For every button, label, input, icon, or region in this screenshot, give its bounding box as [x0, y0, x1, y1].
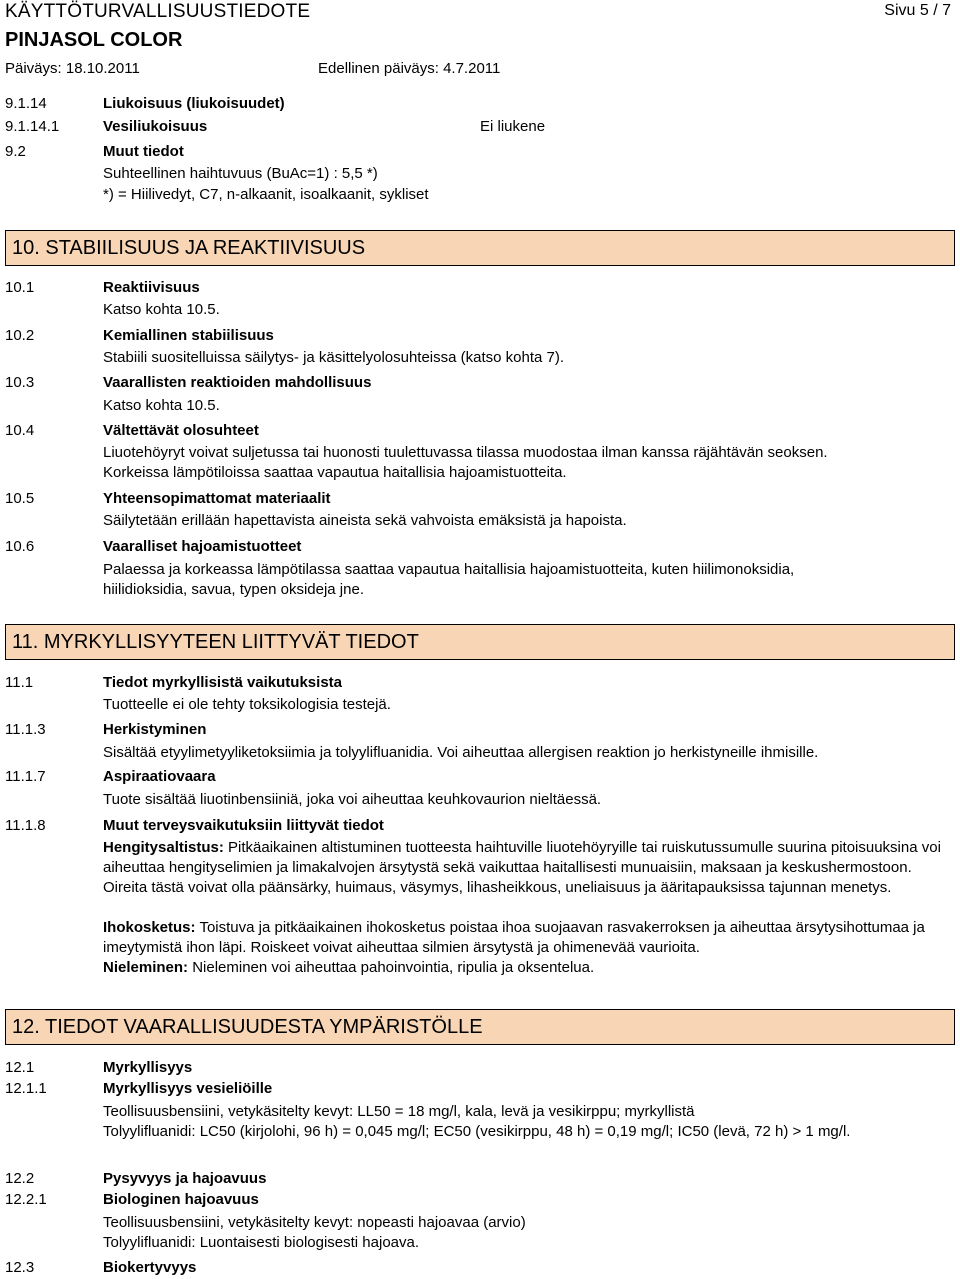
row-number: 10.6: [5, 538, 35, 555]
row-text: Palaessa ja korkeassa lämpötilassa saattaa vapautua haitallisia hajoamistuotteita, kuten hiilimonoksidia,: [103, 561, 795, 578]
row-number: 10.5: [5, 490, 35, 507]
row-label: Yhteensopimattomat materiaalit: [103, 490, 331, 507]
row-number: 10.3: [5, 374, 35, 391]
row-text: hiilidioksidia, savua, typen oksideja jne.: [103, 581, 364, 598]
section-title: 10. STABIILISUUS JA REAKTIIVISUUS: [12, 237, 366, 259]
ingestion-label: Nieleminen:: [103, 959, 189, 976]
inhalation-paragraph: [103, 838, 953, 898]
row-number: 10.2: [5, 327, 35, 344]
row-label: Pysyvyys ja hajoavuus: [103, 1170, 267, 1187]
row-label: Myrkyllisyys: [103, 1059, 193, 1076]
row-text: Katso kohta 10.5.: [103, 397, 220, 414]
row-number: 12.2.1: [5, 1191, 47, 1208]
issue-date: Päiväys: 18.10.2011: [5, 60, 140, 77]
inhalation-label: Hengitysaltistus:: [103, 839, 224, 856]
row-text: Suhteellinen haihtuvuus (BuAc=1) : 5,5 *): [103, 165, 378, 182]
inhalation-text: Pitkäaikainen altistuminen tuotteesta haihtuville liuotehöyryille tai ruiskutussumulle suurina pitoisuuksina voi aiheuttaa hengityselimien ja limakalvojen ärsytystä sekä vaikuttaa haitallisesti munuaisiin, maksaan ja keskushermostoon. Oireita tästä voivat olla päänsärky, huimaus, väsymys, lihasheikkous, uneliaisuus ja ääritapauksissa tajunnan menetys.: [103, 839, 941, 896]
row-text: Tolyylifluanidi: Luontaisesti biologisesti hajoava.: [103, 1234, 420, 1251]
row-text: Tolyylifluanidi: LC50 (kirjolohi, 96 h) = 0,045 mg/l; EC50 (vesikirppu, 48 h) = 0,19 mg/l; IC50 (levä, 72 h) > 1 mg/l.: [103, 1123, 851, 1140]
section-header-10: [5, 230, 955, 266]
row-label: Biokertyvyys: [103, 1259, 197, 1276]
water-solubility-value: Ei liukene: [480, 118, 546, 135]
document-title: KÄYTTÖTURVALLISUUSTIEDOTE: [5, 1, 311, 22]
section-title: 12. TIEDOT VAARALLISUUDESTA YMPÄRISTÖLLE: [12, 1016, 483, 1038]
ingestion-paragraph: [103, 958, 953, 978]
row-number: 12.1.1: [5, 1080, 47, 1097]
skin-contact-label: Ihokosketus:: [103, 919, 196, 936]
row-label: Reaktiivisuus: [103, 279, 200, 296]
row-text: Katso kohta 10.5.: [103, 301, 220, 318]
section-title: 11. MYRKYLLISYYTEEN LIITTYVÄT TIEDOT: [12, 631, 419, 653]
row-text: Korkeissa lämpötiloissa saattaa vapautua haitallisia hajoamistuotteita.: [103, 464, 567, 481]
row-label: Aspiraatiovaara: [103, 768, 216, 785]
row-text: Säilytetään erillään hapettavista aineista sekä vahvoista emäksistä ja hapoista.: [103, 512, 627, 529]
row-number: 9.1.14.1: [5, 118, 60, 135]
row-text: Sisältää etyylimetyyliketoksiimia ja tolyylifluanidia. Voi aiheuttaa allergisen reaktion jo herkistyneille ihmisille.: [103, 744, 819, 761]
skin-contact-paragraph: [103, 918, 953, 958]
row-label: Tiedot myrkyllisistä vaikutuksista: [103, 674, 342, 691]
row-number: 11.1.7: [5, 768, 46, 785]
row-label: Vaarallisten reaktioiden mahdollisuus: [103, 374, 372, 391]
row-text: Liuotehöyryt voivat suljetussa tai huonosti tuulettuvassa tilassa muodostaa ilman kanssa räjähtävän seoksen.: [103, 444, 828, 461]
row-number: 12.1: [5, 1059, 35, 1076]
row-label: Vesiliukoisuus: [103, 118, 208, 135]
section-header-12: [5, 1009, 955, 1045]
row-label: Liukoisuus (liukoisuudet): [103, 95, 285, 112]
row-text: Stabiili suositelluissa säilytys- ja käsittelyolosuhteissa (katso kohta 7).: [103, 349, 565, 366]
row-text: Tuotteelle ei ole tehty toksikologisia testejä.: [103, 696, 391, 713]
row-text: Teollisuusbensiini, vetykäsitelty kevyt: LL50 = 18 mg/l, kala, levä ja vesikirppu; myrkyllistä: [103, 1103, 695, 1120]
previous-date: Edellinen päiväys: 4.7.2011: [318, 60, 501, 77]
ingestion-text: Nieleminen voi aiheuttaa pahoinvointia, ripulia ja oksentelua.: [192, 959, 595, 976]
row-number: 12.2: [5, 1170, 35, 1187]
section-header-11: [5, 624, 955, 660]
row-number: 12.3: [5, 1259, 35, 1276]
row-number: 11.1: [5, 674, 34, 691]
row-label: Vältettävät olosuhteet: [103, 422, 259, 439]
row-label: Biologinen hajoavuus: [103, 1191, 259, 1208]
page-number: Sivu 5 / 7: [884, 2, 951, 19]
row-label: Muut terveysvaikutuksiin liittyvät tiedot: [103, 817, 384, 834]
row-number: 10.1: [5, 279, 35, 296]
row-text: Tuote sisältää liuotinbensiiniä, joka voi aiheuttaa keuhkovaurion nieltäessä.: [103, 791, 602, 808]
row-text: *) = Hiilivedyt, C7, n-alkaanit, isoalkaanit, sykliset: [103, 186, 429, 203]
row-number: 11.1.8: [5, 817, 46, 834]
row-label: Kemiallinen stabiilisuus: [103, 327, 274, 344]
skin-contact-text: Toistuva ja pitkäaikainen ihokosketus poistaa ihoa suojaavan rasvakerroksen ja aiheuttaa ärsytysihottumaa ja imeytymistä ihon läpi. Roiskeet voivat aiheuttaa silmien ärsytystä ja ohimenevää vaurioita.: [103, 919, 925, 956]
row-number: 11.1.3: [5, 721, 46, 738]
row-number: 9.1.14: [5, 95, 47, 112]
row-label: Vaaralliset hajoamistuotteet: [103, 538, 302, 555]
row-number: 10.4: [5, 422, 35, 439]
row-text: Teollisuusbensiini, vetykäsitelty kevyt: nopeasti hajoavaa (arvio): [103, 1214, 526, 1231]
row-label: Myrkyllisyys vesieliöille: [103, 1080, 273, 1097]
row-label: Herkistyminen: [103, 721, 207, 738]
row-label: Muut tiedot: [103, 143, 184, 160]
product-name: PINJASOL COLOR: [5, 29, 183, 51]
row-number: 9.2: [5, 143, 26, 160]
